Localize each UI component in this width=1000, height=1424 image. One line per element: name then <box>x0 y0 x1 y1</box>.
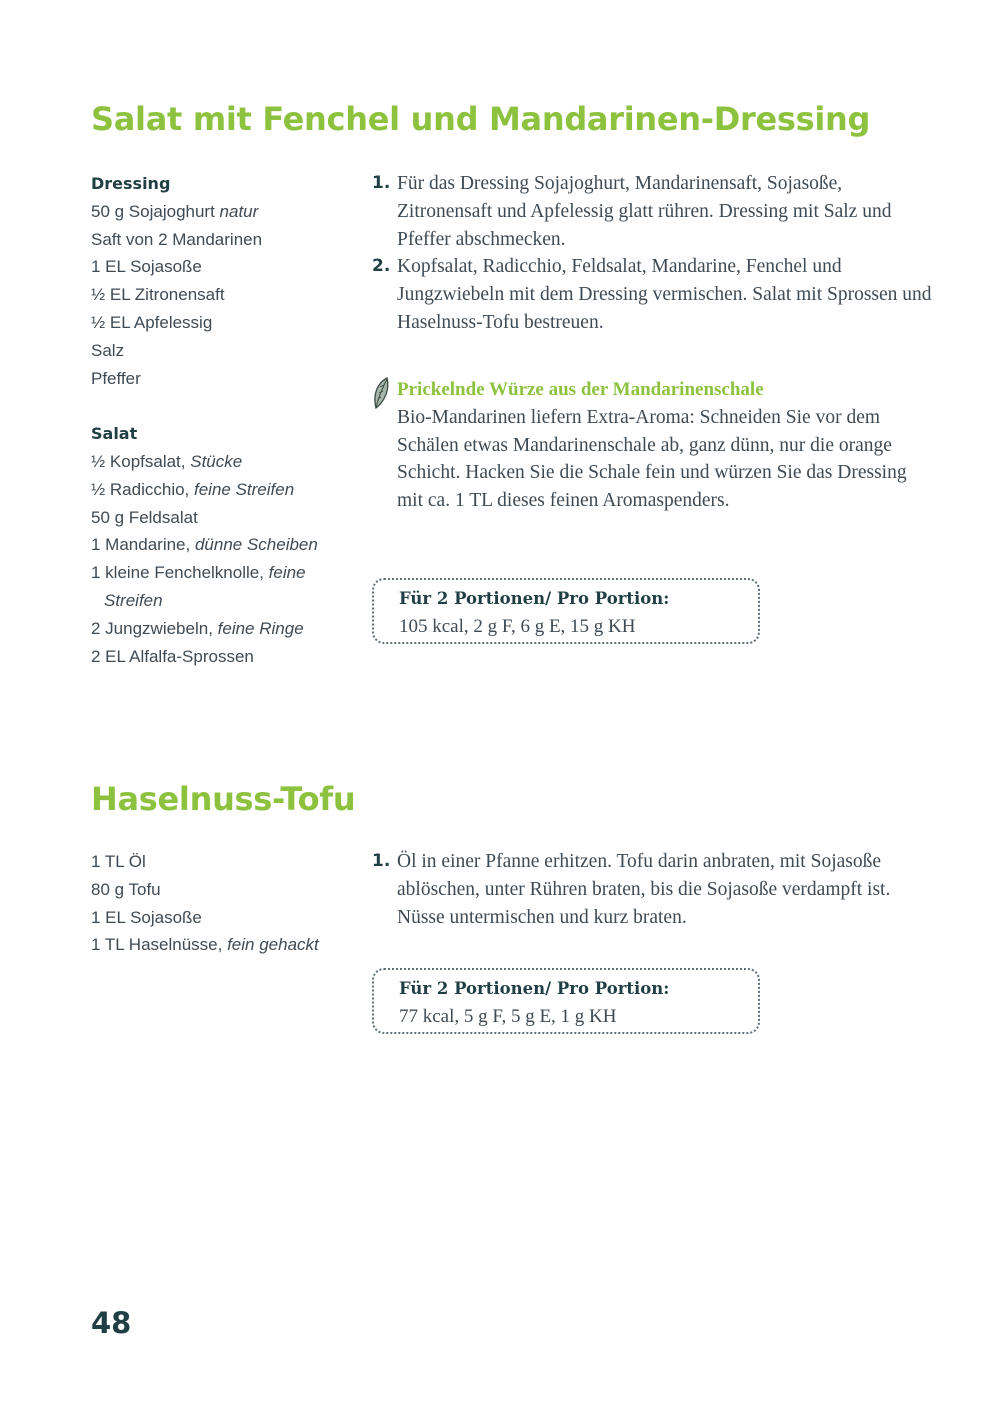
ingredient-item <box>91 531 351 559</box>
step-item <box>372 170 932 253</box>
tip-box <box>372 376 932 515</box>
ingredient-item <box>91 643 351 671</box>
ingredient-item <box>91 448 351 476</box>
ingredient-item <box>91 931 351 959</box>
ingredient-text: 2 EL Alfalfa-Sprossen <box>91 646 254 666</box>
instruction-steps <box>372 170 932 337</box>
step-number: 2. <box>372 256 391 277</box>
ingredient-text: ½ Radicchio, <box>91 479 194 499</box>
step-item <box>372 253 932 336</box>
tofu-ingredients <box>91 848 351 959</box>
ingredient-text: 1 TL Öl <box>91 852 146 871</box>
ingredient-item-continued <box>91 587 351 615</box>
page-number: 48 <box>91 1306 132 1340</box>
ingredient-item <box>91 615 351 643</box>
ingredient-note: feine Streifen <box>194 479 295 499</box>
ingredient-text: 80 g Tofu <box>91 879 161 899</box>
ingredient-text: Pfeffer <box>91 368 141 388</box>
ingredient-text: ½ EL Zitronensaft <box>91 285 225 305</box>
nutrition-heading: Für 2 Portionen/ Pro Portion: <box>399 979 670 998</box>
instruction-steps <box>372 848 932 931</box>
ingredient-text: 2 Jungzwiebeln, <box>91 618 218 638</box>
ingredient-note: Streifen <box>104 590 163 610</box>
step-text: Für das Dressing Sojajoghurt, Mandarinensaft, Sojasoße, Zitronensaft und Apfelessig glatt rühren. Dressing mit Salz und Pfeffer abschmecken. <box>397 173 892 250</box>
ingredient-item <box>91 226 351 254</box>
ingredient-text: 1 TL Haselnüsse, <box>91 935 228 955</box>
ingredient-item <box>91 476 351 504</box>
ingredient-text: 50 g Sojajoghurt <box>91 201 220 221</box>
recipe-title: Haselnuss-Tofu <box>91 780 356 818</box>
ingredient-item <box>91 253 351 281</box>
recipe-title: Salat mit Fenchel und Mandarinen-Dressing <box>91 100 871 138</box>
ingredient-text: Saft von 2 Mandarinen <box>91 229 263 249</box>
ingredient-text: ½ Kopfsalat, <box>91 451 191 471</box>
ingredient-item <box>91 559 351 587</box>
dressing-ingredients <box>91 198 351 393</box>
ingredient-item <box>91 504 351 532</box>
ingredient-item <box>91 309 351 337</box>
ingredient-list <box>91 170 351 670</box>
ingredient-note: dünne Scheiben <box>194 535 318 555</box>
ingredient-group-heading: Dressing <box>91 174 171 193</box>
step-item <box>372 848 932 931</box>
step-text: Öl in einer Pfanne erhitzen. Tofu darin anbraten, mit Sojasoße ablöschen, unter Rühren braten, bis die Sojasoße verdampft ist. Nüsse untermischen und kurz braten. <box>397 851 891 928</box>
ingredient-text: 1 Mandarine, <box>91 535 195 555</box>
ingredient-text: ½ EL Apfelessig <box>91 312 213 332</box>
ingredient-item <box>91 848 351 876</box>
nutrition-heading: Für 2 Portionen/ Pro Portion: <box>399 589 670 608</box>
ingredient-text: 1 kleine Fenchelknolle, <box>91 563 269 583</box>
ingredient-text: Salz <box>91 340 125 360</box>
ingredient-note: natur <box>219 201 259 221</box>
nutrition-box <box>372 968 760 1034</box>
ingredient-note: Stücke <box>190 451 243 471</box>
ingredient-group-heading: Salat <box>91 424 138 444</box>
leaf-icon <box>372 376 392 410</box>
ingredient-item <box>91 337 351 365</box>
ingredient-item <box>91 904 351 932</box>
ingredient-note: fein gehackt <box>227 935 319 955</box>
salad-ingredients <box>91 448 351 670</box>
ingredient-text: 50 g Feldsalat <box>91 507 198 527</box>
nutrition-values: 105 kcal, 2 g F, 6 g E, 15 g KH <box>399 615 636 637</box>
nutrition-values: 77 kcal, 5 g F, 5 g E, 1 g KH <box>399 1005 617 1027</box>
ingredient-note: feine <box>268 563 306 583</box>
tip-text: Bio-Mandarinen liefern Extra-Aroma: Schneiden Sie vor dem Schälen etwas Mandarinenschale ab, ganz dünn, nur die orange Schicht. Hacken Sie die Schale fein und würzen Sie das Dressing mit ca. 1 TL dieses feinen Aromaspenders. <box>397 406 907 512</box>
nutrition-box <box>372 578 760 644</box>
step-text: Kopfsalat, Radicchio, Feldsalat, Mandarine, Fenchel und Jungzwiebeln mit dem Dressing vermischen. Salat mit Sprossen und Haselnuss-Tofu bestreuen. <box>397 256 932 333</box>
ingredient-item <box>91 876 351 904</box>
tip-title: Prickelnde Würze aus der Mandarinenschale <box>397 379 764 400</box>
ingredient-text: 1 EL Sojasoße <box>91 257 202 277</box>
ingredient-list <box>91 848 351 959</box>
step-number: 1. <box>372 851 391 871</box>
ingredient-item <box>91 281 351 309</box>
ingredient-note: feine Ringe <box>217 618 304 638</box>
step-number: 1. <box>372 173 391 193</box>
ingredient-item <box>91 365 351 393</box>
ingredient-item <box>91 198 351 226</box>
ingredient-text: 1 EL Sojasoße <box>91 907 202 927</box>
